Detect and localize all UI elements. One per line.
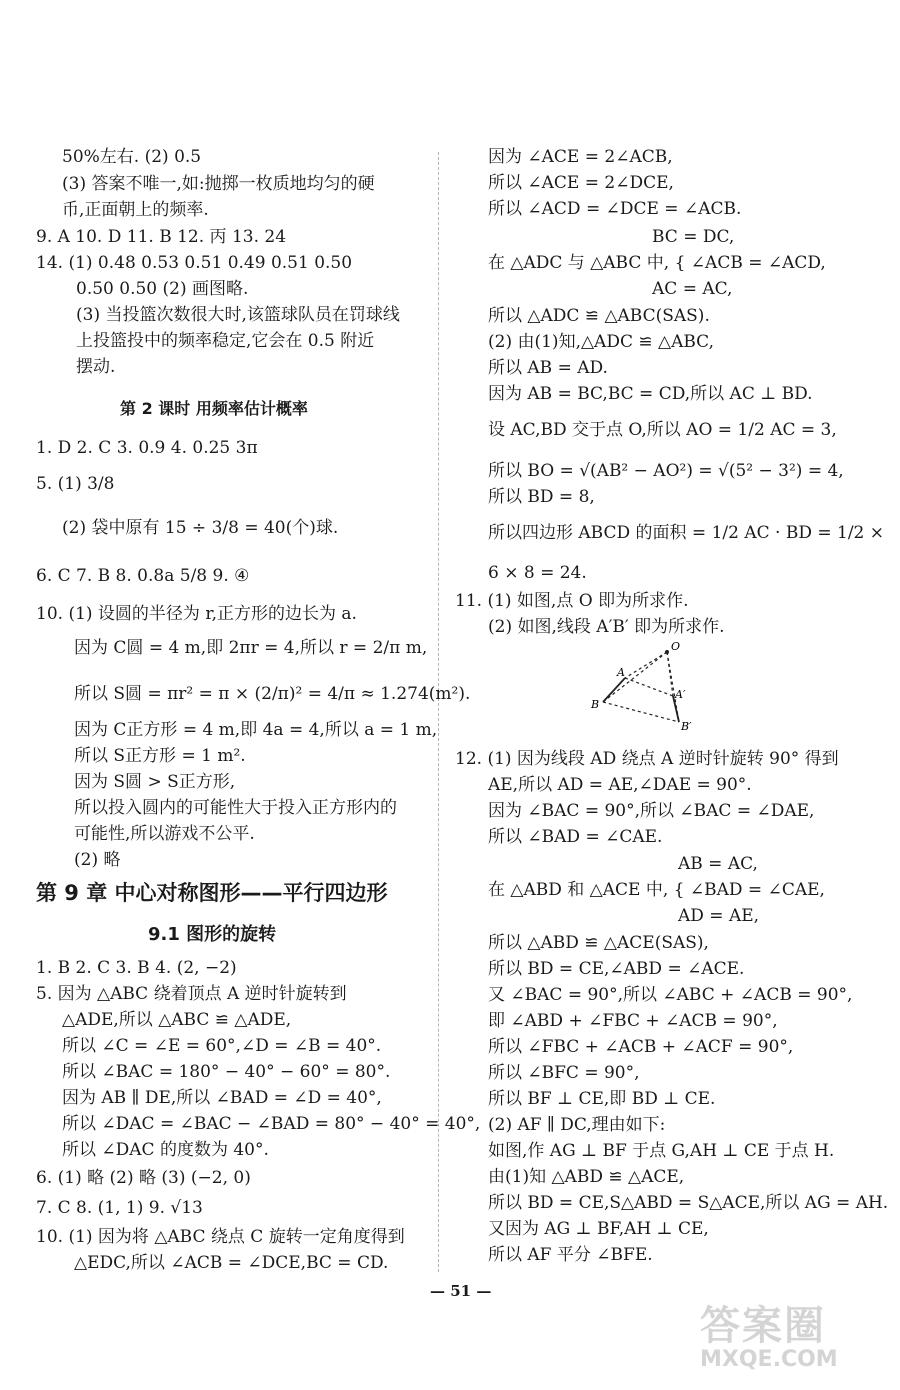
left-text-line: 第 9 章 中心对称图形——平行四边形 [36,881,388,905]
right-text-line: 所以 △ABD ≌ △ACE(SAS), [488,933,709,953]
left-text-line: 14. (1) 0.48 0.53 0.51 0.49 0.51 0.50 [36,253,353,273]
right-text-line: AC = AC, [652,279,733,299]
right-text-line: 所以 △ADC ≌ △ABC(SAS). [488,306,710,326]
right-text-line: AB = AC, [678,854,758,874]
left-text-line: 9.1 图形的旋转 [148,924,277,945]
right-text-line: 因为 AB = BC,BC = CD,所以 AC ⊥ BD. [488,384,813,404]
right-text-line: 设 AC,BD 交于点 O,所以 AO = 1/2 AC = 3, [488,420,837,440]
left-text-line: 上投篮投中的频率稳定,它会在 0.5 附近 [76,331,375,351]
watermark-site: MXQE.COM [700,1347,838,1372]
left-text-line: (2) 略 [74,850,121,870]
left-text-line: 第 2 课时 用频率估计概率 [120,399,308,418]
left-text-line: 5. (1) 3/8 [36,474,115,494]
figure-line-oa [625,652,667,678]
left-text-line: 所以 ∠DAC 的度数为 40°. [62,1140,269,1160]
right-text-line: 所以 ∠FBC + ∠ACB + ∠ACF = 90°, [488,1037,794,1057]
left-text-line: △EDC,所以 ∠ACB = ∠DCE,BC = CD. [74,1253,389,1273]
right-text-line: 所以 ∠BFC = 90°, [488,1063,640,1083]
right-text-line: (2) 如图,线段 A′B′ 即为所求作. [488,617,725,637]
right-text-line: 即 ∠ABD + ∠FBC + ∠ACB = 90°, [488,1011,778,1031]
left-text-line: 6. C 7. B 8. 0.8a 5/8 9. ④ [36,566,250,586]
left-text-line: 因为 S圆 > S正方形, [74,772,236,792]
left-text-line: (3) 当投篮次数很大时,该篮球队员在罚球线 [76,305,400,325]
left-text-line: 因为 C正方形 = 4 m,即 4a = 4,所以 a = 1 m, [74,720,438,740]
left-text-line: 所以投入圆内的可能性大于投入正方形内的 [74,798,397,818]
right-text-line: 由(1)知 △ABD ≌ △ACE, [488,1167,685,1187]
left-text-line: 所以 S正方形 = 1 m². [74,746,246,766]
right-text-line: 所以四边形 ABCD 的面积 = 1/2 AC · BD = 1/2 × [488,523,885,543]
left-text-line: 所以 ∠C = ∠E = 60°,∠D = ∠B = 40°. [62,1036,382,1056]
figure-label-a-prime: A′ [675,688,686,701]
right-text-line: 所以 ∠ACE = 2∠DCE, [488,173,674,193]
figure-line-aa-prime [625,678,673,696]
right-text-line: BC = DC, [652,227,735,247]
right-text-line: 12. (1) 因为线段 AD 绕点 A 逆时针旋转 90° 得到 [455,749,839,769]
figure-line-bb-prime [603,702,679,722]
right-text-line: 6 × 8 = 24. [488,563,587,583]
right-text-line: 所以 AB = AD. [488,358,608,378]
page-number: — 51 — [430,1282,492,1300]
right-text-line: 所以 BD = CE,S△ABD = S△ACE,所以 AG = AH. [488,1193,889,1213]
right-text-line: 11. (1) 如图,点 O 即为所求作. [455,591,689,611]
left-text-line: (3) 答案不唯一,如:抛掷一枚质地均匀的硬 [62,174,375,194]
right-text-line: AE,所以 AD = AE,∠DAE = 90°. [488,775,752,795]
left-text-line: 所以 ∠DAC = ∠BAC − ∠BAD = 80° − 40° = 40°, [62,1114,481,1134]
right-text-line: 所以 BD = 8, [488,487,595,507]
watermark [700,1305,838,1372]
right-text-line: AD = AE, [678,906,760,926]
left-text-line: 10. (1) 因为将 △ABC 绕点 C 旋转一定角度得到 [36,1227,405,1247]
figure-label-b-prime: B′ [681,720,692,733]
right-text-line: (2) AF ∥ DC,理由如下: [488,1115,666,1135]
right-text-line: 所以 BD = CE,∠ABD = ∠ACE. [488,959,745,979]
figure-label-o: O [671,640,681,653]
figure-line-ob [603,652,667,702]
left-text-line: 6. (1) 略 (2) 略 (3) (−2, 0) [36,1168,251,1188]
right-text-line: 在 △ADC 与 △ABC 中, { ∠ACB = ∠ACD, [488,253,826,273]
right-text-line: 又因为 AG ⊥ BF,AH ⊥ CE, [488,1219,709,1239]
right-text-line: 所以 ∠BAD = ∠CAE. [488,827,663,847]
right-text-line: 如图,作 AG ⊥ BF 于点 G,AH ⊥ CE 于点 H. [488,1141,835,1161]
column-divider [438,152,439,1272]
figure-segment-ab [603,678,625,702]
left-text-line: 因为 AB ∥ DE,所以 ∠BAD = ∠D = 40°, [62,1088,382,1108]
left-text-line: 5. 因为 △ABC 绕着顶点 A 逆时针旋转到 [36,984,347,1004]
left-text-line: 可能性,所以游戏不公平. [74,824,255,844]
left-text-line: 因为 C圆 = 4 m,即 2πr = 4,所以 r = 2/π m, [74,638,428,658]
right-text-line: 所以 BF ⊥ CE,即 BD ⊥ CE. [488,1089,716,1109]
left-text-line: △ADE,所以 △ABC ≌ △ADE, [62,1010,292,1030]
right-text-line: 所以 ∠ACD = ∠DCE = ∠ACB. [488,199,742,219]
left-text-line: 0.50 0.50 (2) 画图略. [76,279,249,299]
left-text-line: (2) 袋中原有 15 ÷ 3/8 = 40(个)球. [62,518,339,538]
left-text-line: 摆动. [76,357,116,377]
right-text-line: (2) 由(1)知,△ADC ≌ △ABC, [488,332,714,352]
right-text-line: 又 ∠BAC = 90°,所以 ∠ABC + ∠ACB = 90°, [488,985,853,1005]
right-text-line: 所以 BO = √(AB² − AO²) = √(5² − 3²) = 4, [488,461,844,481]
left-text-line: 1. B 2. C 3. B 4. (2, −2) [36,958,237,978]
left-text-line: 所以 S圆 = πr² = π × (2/π)² = 4/π ≈ 1.274(m²). [74,684,471,704]
rotation-figure [585,640,705,740]
right-text-line: 因为 ∠ACE = 2∠ACB, [488,147,673,167]
figure-label-a: A [617,666,625,679]
left-text-line: 7. C 8. (1, 1) 9. √13 [36,1198,203,1218]
watermark-brand: 答案圈 [700,1303,826,1349]
left-text-line: 9. A 10. D 11. B 12. 丙 13. 24 [36,227,287,247]
left-text-line: 50%左右. (2) 0.5 [62,147,202,167]
right-text-line: 因为 ∠BAC = 90°,所以 ∠BAC = ∠DAE, [488,801,815,821]
left-text-line: 10. (1) 设圆的半径为 r,正方形的边长为 a. [36,604,357,624]
figure-point-o [665,650,669,654]
right-text-line: 所以 AF 平分 ∠BFE. [488,1245,653,1265]
figure-label-b: B [591,698,600,711]
left-text-line: 1. D 2. C 3. 0.9 4. 0.25 3π [36,438,258,458]
left-text-line: 币,正面朝上的频率. [62,200,209,220]
left-text-line: 所以 ∠BAC = 180° − 40° − 60° = 80°. [62,1062,391,1082]
right-text-line: 在 △ABD 和 △ACE 中, { ∠BAD = ∠CAE, [488,880,825,900]
